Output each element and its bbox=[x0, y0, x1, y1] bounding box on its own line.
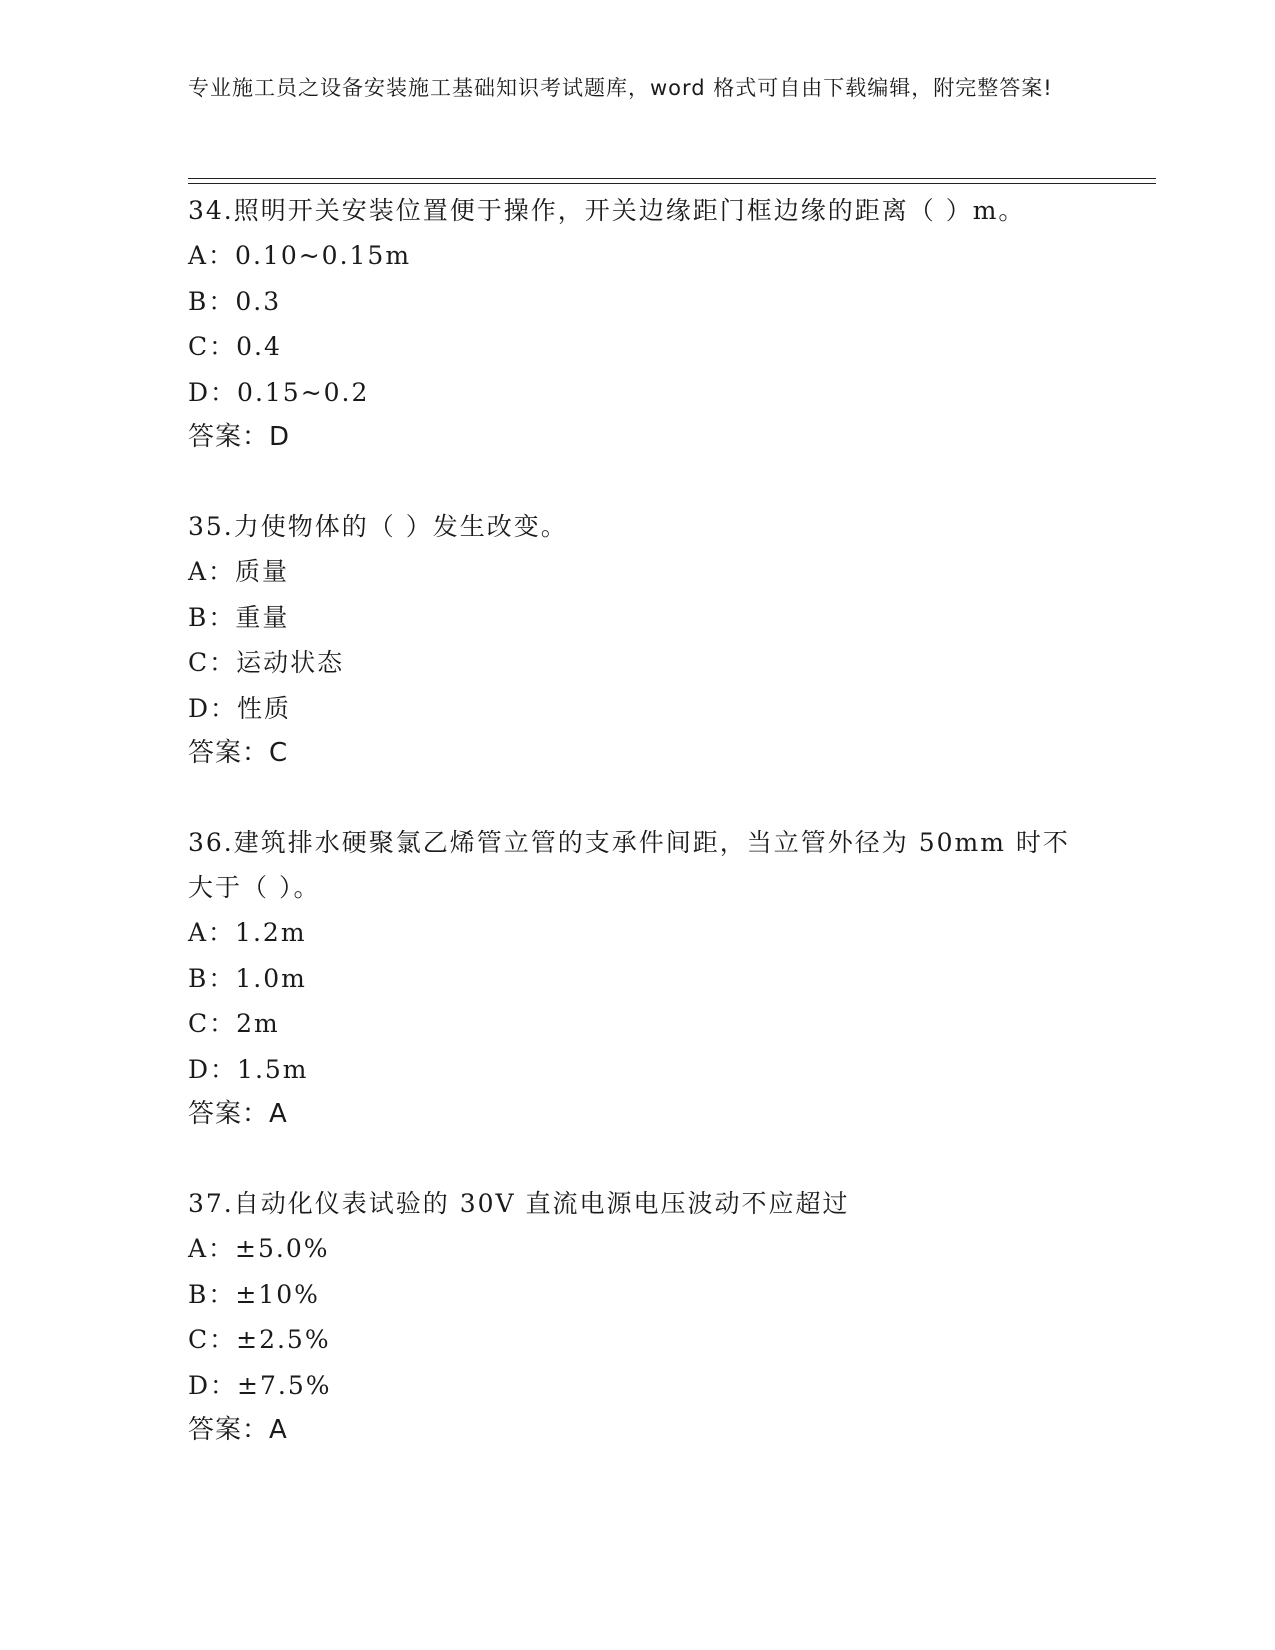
option-b: B：±10% bbox=[188, 1279, 320, 1309]
question-37 bbox=[188, 1181, 1088, 1453]
option-d: D：0.15~0.2 bbox=[188, 377, 370, 407]
question-36 bbox=[188, 820, 1088, 1137]
option-d: D：±7.5% bbox=[188, 1370, 332, 1400]
question-list bbox=[188, 188, 1088, 1497]
option-b: B：重量 bbox=[188, 602, 290, 632]
question-stem: 34.照明开关安装位置便于操作，开关边缘距门框边缘的距离（ ）m。 bbox=[188, 196, 1026, 225]
question-35 bbox=[188, 504, 1088, 776]
question-stem: 35.力使物体的（ ）发生改变。 bbox=[188, 512, 568, 541]
option-c: C：运动状态 bbox=[188, 648, 345, 677]
question-34 bbox=[188, 188, 1088, 460]
option-c: C：2m bbox=[188, 1009, 280, 1038]
option-d: D：1.5m bbox=[188, 1054, 309, 1084]
question-stem: 36.建筑排水硬聚氯乙烯管立管的支承件间距，当立管外径为 50mm 时不大于（ ）。 bbox=[188, 828, 1070, 902]
answer-line: 答案：D bbox=[188, 422, 291, 452]
option-a: A：0.10~0.15m bbox=[188, 241, 412, 270]
option-b: B：0.3 bbox=[188, 286, 282, 316]
header-divider-bottom bbox=[188, 183, 1156, 184]
option-d: D：性质 bbox=[188, 693, 292, 723]
option-a: A：质量 bbox=[188, 557, 290, 586]
answer-line: 答案：A bbox=[188, 1099, 288, 1129]
answer-line: 答案：A bbox=[188, 1415, 288, 1445]
answer-line: 答案：C bbox=[188, 738, 289, 768]
option-c: C：0.4 bbox=[188, 332, 282, 361]
document-header: 专业施工员之设备安装施工基础知识考试题库，word 格式可自由下载编辑，附完整答案! bbox=[188, 76, 1053, 100]
option-b: B：1.0m bbox=[188, 963, 307, 993]
header-divider-top bbox=[188, 178, 1156, 179]
option-a: A：1.2m bbox=[188, 918, 307, 947]
option-a: A：±5.0% bbox=[188, 1234, 330, 1263]
option-c: C：±2.5% bbox=[188, 1325, 331, 1354]
question-stem: 37.自动化仪表试验的 30V 直流电源电压波动不应超过 bbox=[188, 1189, 850, 1218]
